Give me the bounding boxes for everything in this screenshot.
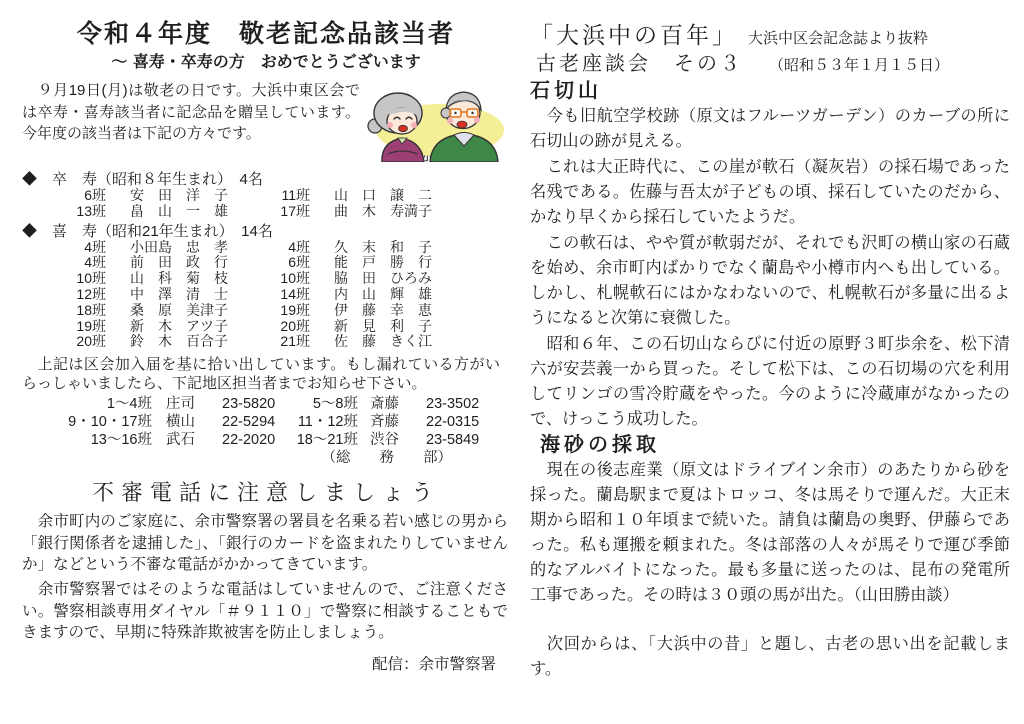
recipient-row [22,271,510,287]
recipient-row [22,188,510,204]
group-range: 5～8班 [312,396,358,413]
group-range: 11・12班 [297,414,358,431]
contact-phone: 23-3502 [426,396,480,413]
group-range: 13～16班 [90,432,152,449]
contact-name: 武石 [166,432,195,449]
group-range: 18～21班 [296,432,358,449]
ishikiriyama-heading: 石切山 [530,80,602,102]
contact-row [22,413,510,431]
history-subtitle-row [530,51,1010,77]
umisuna-heading: 海砂の採取 [540,434,660,456]
kiju-group-header: ◆ 喜 寿（昭和21年生まれ） 14名 [22,222,273,240]
grandma-figure [368,93,424,162]
recipient-name: 内 山 輝 雄 [334,285,432,302]
recipient-name: 前 田 政 行 [130,254,228,271]
recipient-name: 山 科 菊 枝 [130,270,228,287]
right-column [530,20,1010,682]
history-title-row [530,20,1010,50]
contact-phone: 23-5820 [222,396,276,413]
recipient-name: 能 戸 勝 行 [334,254,432,271]
contact-phone: 22-2020 [222,432,276,449]
left-column [22,18,510,675]
recipient-row [22,303,510,319]
suspicious-call-paragraph-2: 余市警察署ではそのような電話はしていませんので、ご注意ください。警察相談専用ダイヤル「＃９１１０」で警察に相談することもできますので、早期に特殊詐欺被害を防止しましょう。 [22,581,508,642]
group-number: 6班 [288,254,310,271]
group-number: 4班 [84,238,106,255]
sotsuju-group-header: ◆ 卒 寿（昭和８年生まれ） 4名 [22,171,263,188]
recipient-name: 新 木 アツ子 [130,317,228,334]
recipient-row [22,255,510,271]
intro-paragraph: ９月19日(月)は敬老の日です。大浜中東区会では卒寿・喜寿該当者に記念品を贈呈しています。今年度の該当者は下記の方々です。 [22,82,360,142]
history-article-title: 「大浜中の百年」 [530,22,738,48]
group-number: 13班 [76,202,106,219]
recipient-name: 脇 田 ひろみ [334,270,432,287]
group-number: 10班 [280,270,310,287]
suspicious-call-heading: 不審電話に注意しましょう [91,480,440,506]
recipient-row [22,240,510,256]
recipient-name: 久 末 和 子 [334,238,432,255]
contact-phone: 22-5294 [222,414,276,431]
contact-name: 渋谷 [370,432,399,449]
history-title-source-note: 大浜中区会記念誌より抜粋 [748,30,929,47]
ishikiriyama-paragraph-3: この軟石は、やや質が軟弱だが、それでも沢町の横山家の石蔵を始め、余市町内ばかりでなく蘭島や小樽市内へも出している。しかし、札幌軟石にはかなわないので、札幌軟石が多量に出るようになると次第に衰微した。 [530,234,1010,327]
keirou-article-title: 令和４年度 敬老記念品該当者 [76,19,455,48]
contact-row [22,395,510,413]
recipient-name: 新 見 利 子 [334,317,432,334]
roundtable-subtitle: 古老座談会 その３ [536,53,743,75]
intro-section [22,80,510,168]
group-number: 20班 [280,317,310,334]
recipient-name: 安 田 洋 子 [130,187,228,203]
group-number: 19班 [280,301,310,318]
recipient-name: 畠 山 一 雄 [130,202,228,219]
umisuna-paragraph: 現在の後志産業（原文はドライブイン余市）のあたりから砂を採った。蘭島駅まで夏はトロッコ、冬は馬そりで運んだ。大正末期から昭和１０年頃まで続いた。請負は蘭島の奥野、伊藤らであった。私も運搬を頼まれた。冬は部落の人々が馬そりで運び季節的なアルバイトになった。最も多量に送ったのは、昆布の発電所工事であった。その時は３０頭の馬が出た。（山田勝由談） [530,461,1010,604]
group-number: 21班 [280,333,310,350]
elderly-couple-illustration [362,80,508,162]
recipient-name: 曲 木 寿満子 [334,202,432,219]
recipient-name: 佐 藤 きく江 [334,333,432,350]
contact-row [22,431,510,449]
contact-phone: 23-5849 [426,432,480,449]
general-affairs-dept-note: （総 務 部） [321,450,452,467]
group-range: 9・10・17班 [68,414,152,431]
recipient-name: 鈴 木 百合子 [130,333,228,350]
group-number: 19班 [76,317,106,334]
suspicious-call-paragraph-1: 余市町内のご家庭に、余市警察署の署員を名乗る若い感じの男から「銀行関係者を逮捕した」、「銀行のカードを盗まれたりしていませんか」などという不審な電話がかかってきています。 [22,513,508,573]
group-number: 14班 [280,285,310,302]
recipient-name: 中 澤 清 士 [130,285,228,302]
group-number: 11班 [281,187,310,203]
ishikiriyama-paragraph-4: 昭和６年、この石切山ならびに付近の原野３町歩余を、松下清六が安芸義一から買った。そして松下は、この石切場の穴を利用してリンゴの雪冷貯蔵をやった。今のように冷蔵庫がなかったので、けっこう成功した。 [530,335,1010,428]
recipient-row [22,319,510,335]
recipient-row [22,204,510,220]
contact-name: 横山 [166,414,195,431]
contact-phone: 22-0315 [426,414,480,431]
recipient-name: 小田島 忠 孝 [130,238,228,255]
group-range: 1～4班 [106,396,152,413]
group-number: 4班 [288,238,310,255]
membership-note-paragraph: 上記は区会加入届を基に拾い出しています。もし漏れている方がいらっしゃいましたら、下記地区担当者までお知らせ下さい。 [22,356,500,393]
recipient-name: 桑 原 美津子 [130,301,228,318]
next-issue-closing-line: 次回からは、「大浜中の昔」と題し、古老の思い出を記載します。 [530,635,1010,678]
group-number: 4班 [84,254,106,271]
ishikiriyama-paragraph-2: これは大正時代に、この崖が軟石（凝灰岩）の採石場であった名残である。佐藤与吾太が子どもの頃、採石していたのだから、かなり早くから採石していたようだ。 [530,158,1010,226]
contact-name: 斉藤 [370,414,399,431]
recipient-row [22,334,510,350]
group-number: 10班 [76,270,106,287]
contact-name: 庄司 [166,396,195,413]
group-number: 6班 [84,187,106,203]
recipient-name: 山 口 譲 二 [334,187,432,203]
recipient-row [22,287,510,303]
recipient-name: 伊 藤 幸 恵 [334,301,432,318]
contact-name: 斎藤 [370,396,399,413]
keirou-article-subtitle: ～ 喜寿・卒寿の方 おめでとうございます [111,52,421,71]
ishikiriyama-paragraph-1: 今も旧航空学校跡（原文はフルーツガーデン）のカーブの所に石切山の跡が見える。 [530,107,1010,150]
group-number: 18班 [76,301,106,318]
group-number: 17班 [280,202,310,219]
police-credit-line: 配信：余市警察署 [371,655,496,673]
roundtable-date-note: （昭和５３年１月１５日） [769,57,950,74]
group-number: 20班 [76,333,106,350]
group-number: 12班 [76,285,106,302]
